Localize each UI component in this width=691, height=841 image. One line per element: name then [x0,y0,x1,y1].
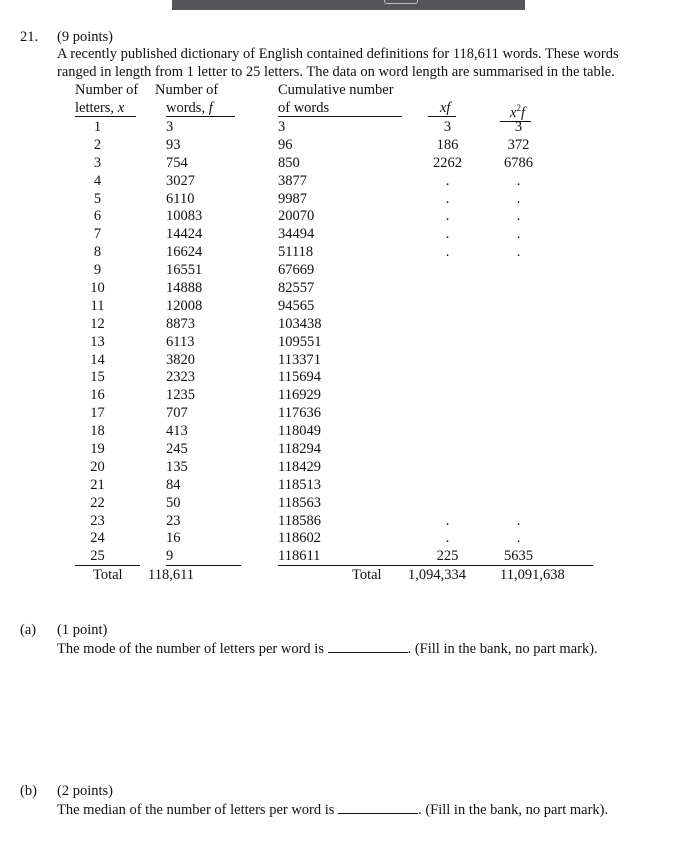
cell-x: 22 [90,494,105,511]
cell-cumulative: 9987 [278,190,307,207]
cell-f: 9 [166,548,174,565]
cell-x: 1 [93,119,102,135]
cell-xf [425,316,470,334]
cell-cumulative: 118049 [278,423,321,440]
cell-f: 84 [166,476,181,493]
cell-cumulative: 82557 [278,280,315,297]
cell-xf: . [445,244,450,261]
cell-cumulative: 109551 [278,333,322,350]
question-intro-line-2: ranged in length from 1 letter to 25 letters. The data on word length are summarised in the table. [57,64,615,80]
cell-f: 16624 [166,244,203,261]
cell-xf: . [445,226,450,243]
cell-x2f: . [516,530,521,547]
cell-cumulative: 67669 [278,262,315,279]
total-f: 118,611 [148,567,195,583]
cell-x: 13 [90,333,105,350]
cell-xf: . [445,172,450,189]
cell-f: 707 [166,405,188,422]
cell-xf [425,369,470,387]
cell-x: 11 [90,297,105,314]
cell-cumulative: 115694 [278,369,321,386]
cell-f: 14424 [166,226,203,243]
header-x-line2: letters, x [75,100,136,117]
header-f-line2: words, f [166,100,235,117]
cell-cumulative: 103438 [278,315,322,332]
cell-x: 3 [93,154,102,171]
cell-x: 2 [93,136,102,153]
cell-xf [425,441,470,459]
cell-f: 14888 [166,280,203,297]
cell-f: 3027 [166,172,195,189]
cell-x: 20 [90,458,105,475]
cell-x2f: 372 [507,136,530,153]
cell-x2f: 6786 [504,154,533,171]
total-label-2: Total [352,567,382,583]
cell-f: 16 [166,530,181,547]
part-a-answer-blank[interactable] [328,640,408,653]
cell-xf [425,477,470,495]
cell-x2f [496,262,541,280]
cell-f: 16551 [166,262,203,279]
header-xf: xf [428,100,456,117]
cell-x: 24 [90,530,105,547]
cell-x2f [496,316,541,334]
cell-cumulative: 850 [278,154,300,171]
cell-xf [425,387,470,405]
cell-cumulative: 3 [278,119,286,135]
cell-xf [425,334,470,352]
cell-x2f: . [516,208,521,225]
cell-xf: . [445,208,450,225]
cell-x: 23 [90,512,105,529]
cell-x2f [496,298,541,316]
cell-x2f: . [516,244,521,261]
cell-cumulative: 113371 [278,351,321,368]
cell-x2f: 3 [514,119,523,135]
header-x-line1: Number of [75,82,139,98]
cell-xf: . [445,512,450,529]
cell-f: 2323 [166,369,195,386]
top-toolbar-bar [172,0,525,10]
cell-f: 12008 [166,297,203,314]
cell-x2f [496,495,541,513]
cell-xf [425,352,470,370]
cell-xf: . [445,190,450,207]
cell-x: 25 [90,548,105,565]
cell-f: 3 [166,119,174,135]
total-x2f: 11,091,638 [500,567,565,583]
column-x [80,119,115,566]
cell-x2f [496,387,541,405]
cell-x: 14 [90,351,105,368]
cell-x2f [496,334,541,352]
cell-x2f: . [516,172,521,189]
cell-x: 15 [90,369,105,386]
toolbar-handle[interactable] [384,0,418,4]
cell-x: 21 [90,476,105,493]
cell-xf: . [445,530,450,547]
part-b-label: (b) [20,783,37,799]
cell-x: 7 [93,226,102,243]
column-x2f [496,119,541,566]
cell-f: 754 [166,154,188,171]
cell-cumulative: 118563 [278,494,321,511]
cell-x: 12 [90,315,105,332]
cell-xf: 2262 [433,154,462,171]
header-x2f: $x^2f$ [500,100,531,122]
cell-xf [425,280,470,298]
cell-f: 245 [166,441,188,458]
column-xf [425,119,470,566]
cell-xf: 3 [443,119,452,135]
cell-f: 93 [166,136,181,153]
cell-cumulative: 118429 [278,458,321,475]
cell-cumulative: 94565 [278,297,315,314]
part-b-points: (2 points) [57,783,113,799]
column-f [166,119,202,566]
cell-f: 6113 [166,333,195,350]
cell-f: 413 [166,423,188,440]
cell-xf [425,262,470,280]
part-a-points: (1 point) [57,622,108,638]
cell-x: 6 [93,208,102,225]
cell-x: 4 [93,172,102,189]
cell-x2f [496,405,541,423]
cell-xf [425,459,470,477]
cell-cumulative: 118294 [278,441,321,458]
cell-x2f [496,352,541,370]
cell-cumulative: 118586 [278,512,321,529]
cell-f: 135 [166,458,188,475]
cell-x: 19 [90,441,105,458]
cell-x2f: . [516,190,521,207]
cell-x: 8 [93,244,102,261]
cell-cumulative: 20070 [278,208,315,225]
cell-x: 5 [93,190,102,207]
cell-x: 10 [90,280,105,297]
total-xf: 1,094,334 [408,567,466,583]
cell-xf: 186 [436,136,459,153]
cell-cumulative: 34494 [278,226,315,243]
cell-x2f [496,369,541,387]
header-cum-line1: Cumulative number [278,82,394,98]
cell-x2f: . [516,226,521,243]
cell-x: 17 [90,405,105,422]
cell-x2f: . [516,512,521,529]
cell-x2f [496,280,541,298]
question-points: (9 points) [57,29,113,45]
cell-cumulative: 118602 [278,530,321,547]
rule-x [75,565,140,566]
cell-cumulative: 117636 [278,405,321,422]
cell-x2f [496,423,541,441]
cell-x: 9 [93,262,102,279]
cell-f: 8873 [166,315,195,332]
cell-cumulative: 51118 [278,244,314,261]
cell-f: 1235 [166,387,195,404]
cell-x2f [496,477,541,495]
header-f-line1: Number of [155,82,219,98]
cell-x2f [496,441,541,459]
total-label: Total [93,567,123,583]
cell-x2f [496,459,541,477]
question-number: 21. [20,29,39,45]
cell-f: 10083 [166,208,203,225]
column-cumulative [278,119,322,566]
rule-cum-xf-x2f [278,565,593,566]
cell-f: 23 [166,512,181,529]
cell-x: 16 [90,387,105,404]
cell-cumulative: 3877 [278,172,307,189]
cell-xf [425,405,470,423]
rule-f [166,565,241,566]
cell-cumulative: 96 [278,136,293,153]
question-intro-line-1: A recently published dictionary of English contained definitions for 118,611 words. These words [57,46,619,62]
cell-x: 18 [90,423,105,440]
cell-xf [425,423,470,441]
cell-f: 6110 [166,190,195,207]
cell-f: 3820 [166,351,195,368]
cell-cumulative: 118513 [278,476,321,493]
cell-xf [425,298,470,316]
cell-xf: 225 [436,548,459,565]
part-b-answer-blank[interactable] [338,801,418,814]
cell-x2f: 5635 [504,548,533,565]
header-cum-line2: of words [278,100,402,117]
part-a-question: The mode of the number of letters per word is . (Fill in the bank, no part mark). [57,641,598,657]
part-b-question: The median of the number of letters per word is . (Fill in the bank, no part mark). [57,802,609,818]
part-a-label: (a) [20,622,37,638]
cell-xf [425,495,470,513]
cell-cumulative: 116929 [278,387,321,404]
cell-cumulative: 118611 [278,548,321,565]
cell-f: 50 [166,494,181,511]
